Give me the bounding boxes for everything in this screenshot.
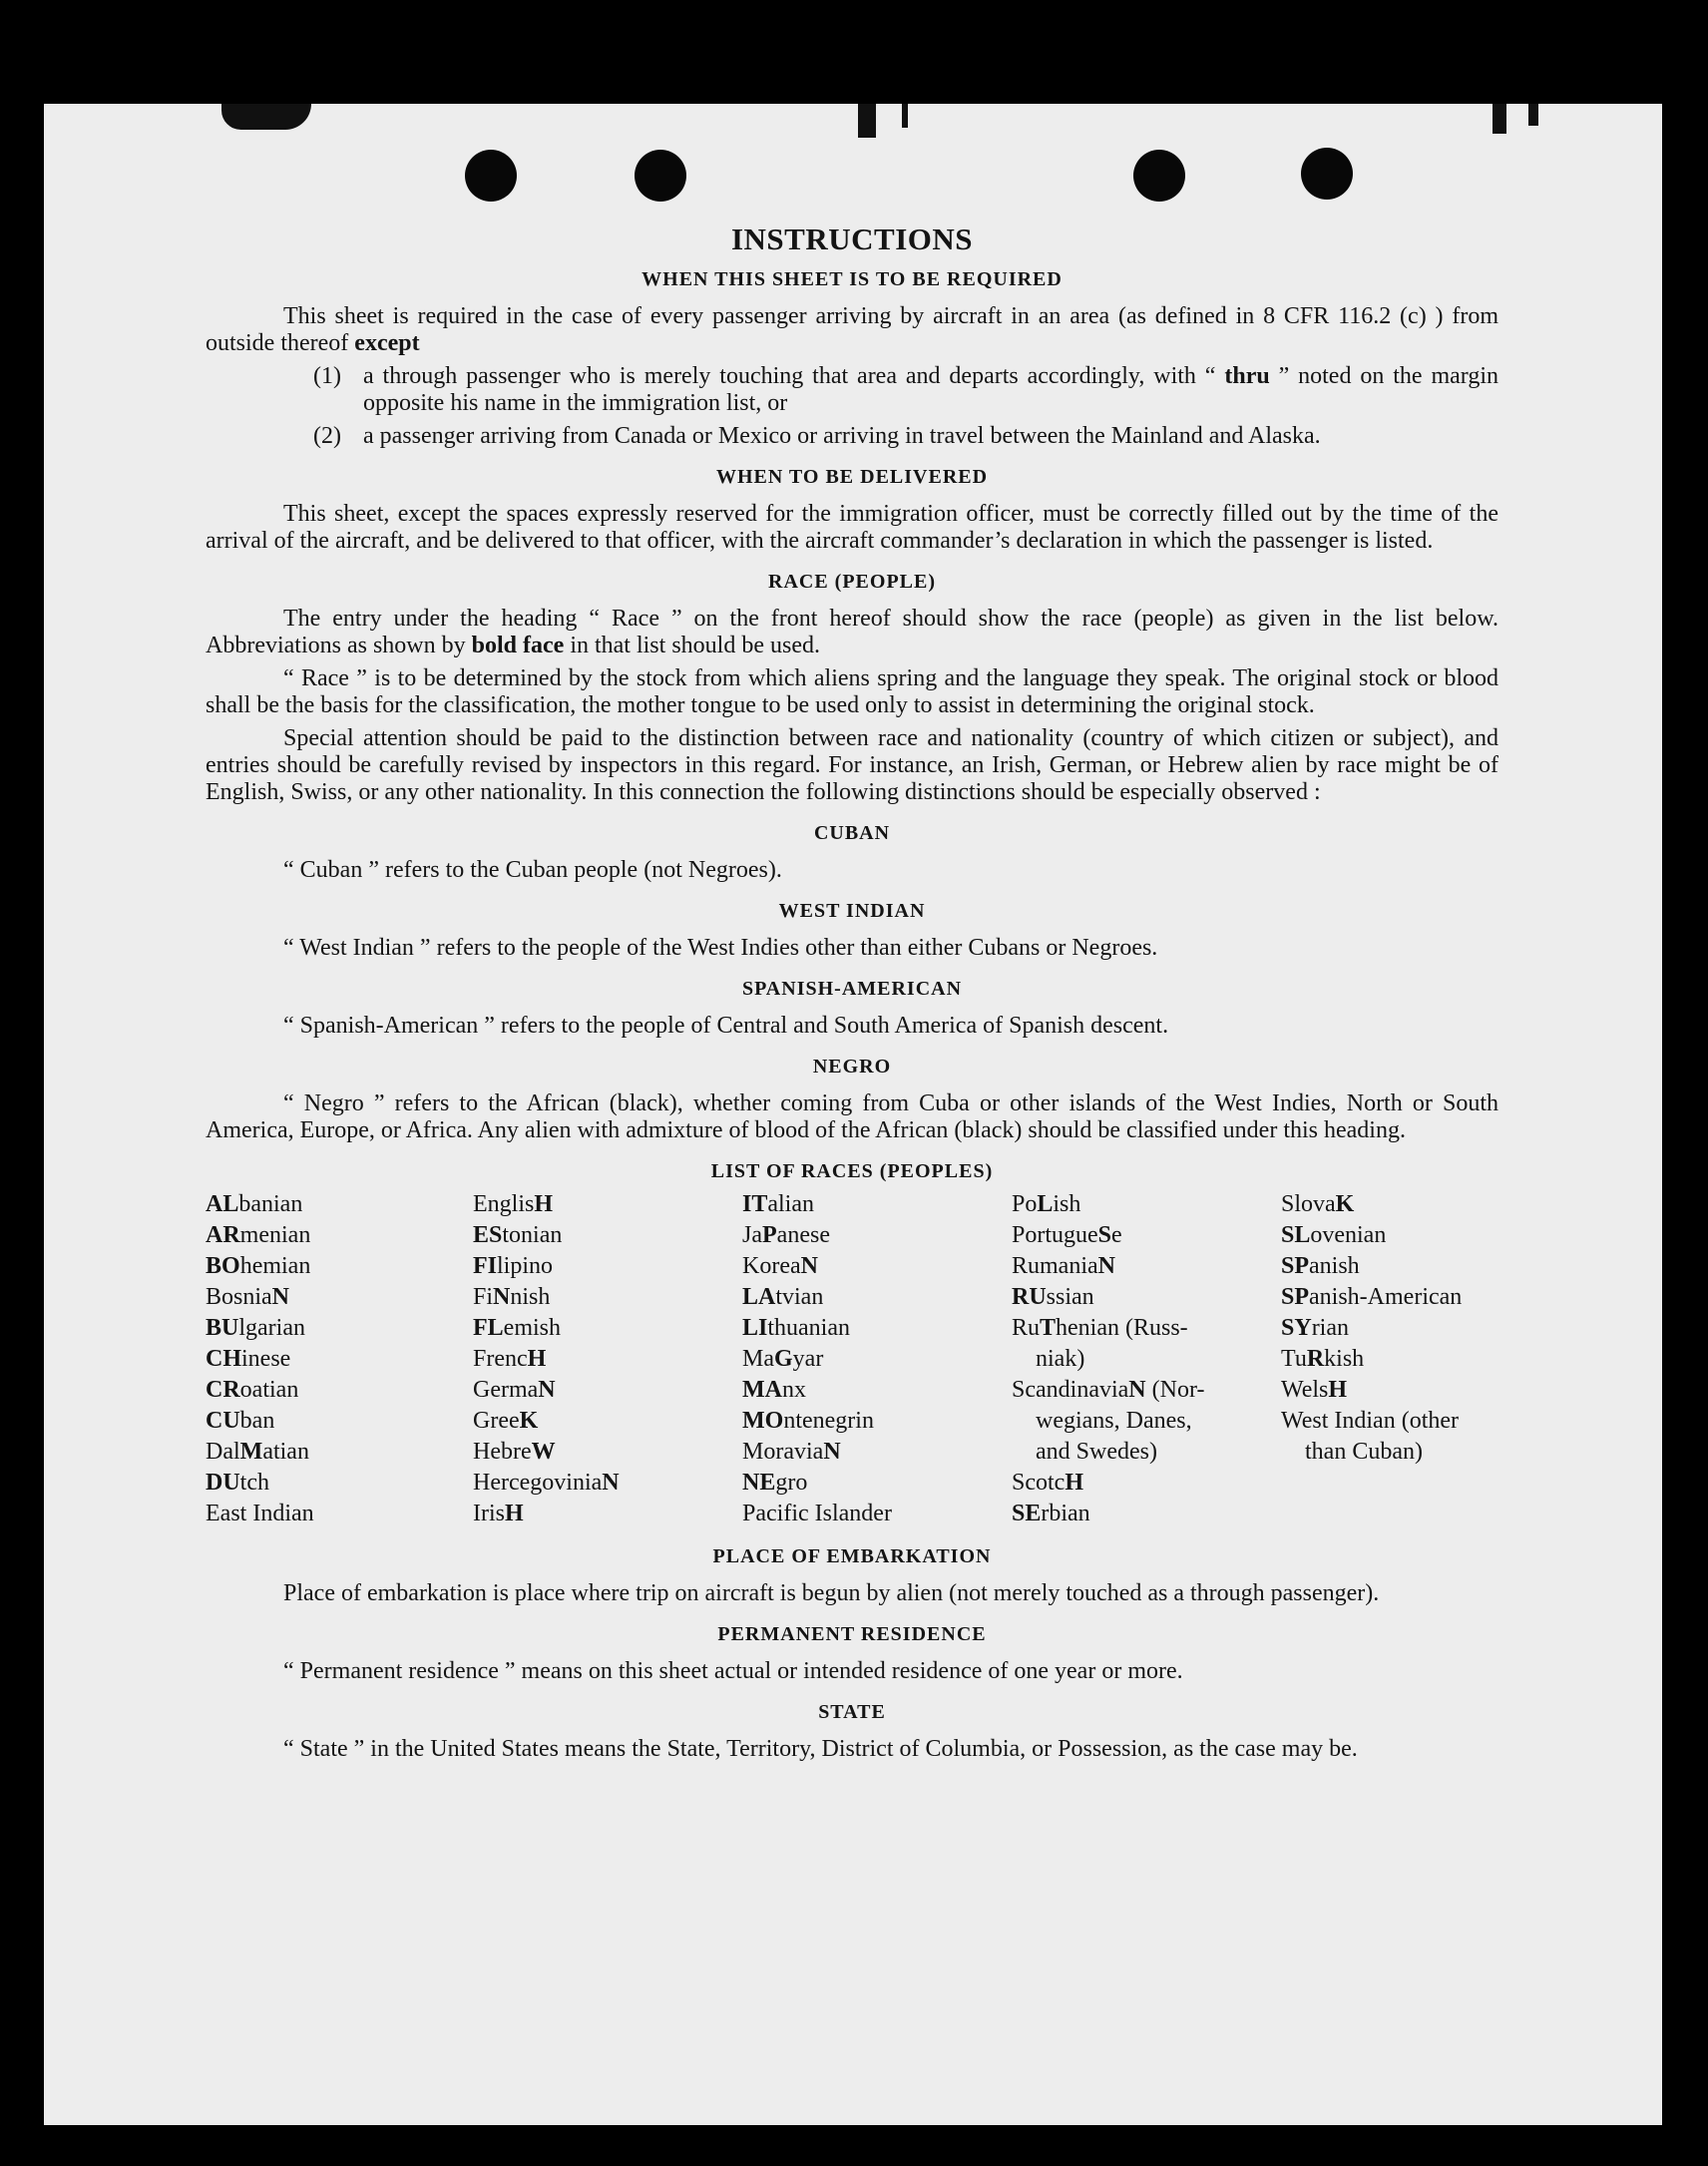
race-entry: DUtch — [206, 1470, 269, 1496]
delivered-text: This sheet, except the spaces expressly reserved for the immigration officer, must be correctly filled out by the time of the arrival of the aircraft, and be delivered to that officer, with the aircraft commander’s declaration in which the passenger is listed. — [206, 501, 1498, 554]
heading-residence: PERMANENT RESIDENCE — [717, 1623, 987, 1645]
race-entry: BosniaN — [206, 1284, 290, 1310]
edge-mark — [1528, 104, 1538, 126]
race-entry: FiNnish — [473, 1284, 551, 1310]
race-entry: SErbian — [1012, 1501, 1090, 1526]
race-entry: GermaN — [473, 1377, 556, 1403]
race-entry: CRoatian — [206, 1377, 299, 1403]
race-entry: JaPanese — [742, 1222, 830, 1248]
race-entry: RUssian — [1012, 1284, 1094, 1310]
race-paragraph: “ Race ” is to be determined by the stock from which aliens spring and the language they speak. The original stock or blood shall be the basis for the classification, the mother tongue to be used only to assist in determining the original stock. — [206, 665, 1498, 718]
race-column — [473, 1189, 742, 1529]
race-entry: DalMatian — [206, 1439, 309, 1465]
race-entry: KoreaN — [742, 1253, 818, 1279]
race-entry: FLemish — [473, 1315, 561, 1341]
race-entry: HercegoviniaN — [473, 1470, 620, 1496]
race-entry: LAtvian — [742, 1284, 824, 1310]
race-entry: EStonian — [473, 1222, 563, 1248]
race-entry: West Indian (other — [1281, 1408, 1460, 1434]
race-entry: ALbanian — [206, 1191, 303, 1217]
race-entry: BUlgarian — [206, 1315, 305, 1341]
race-entry: HebreW — [473, 1439, 556, 1465]
heading-state: STATE — [818, 1701, 886, 1723]
exception-item: (2) a passenger arriving from Canada or Mexico or arriving in travel between the Mainland and Alaska. — [313, 423, 1321, 449]
heading-cuban: CUBAN — [813, 822, 891, 844]
race-entry: PortugueSe — [1012, 1222, 1122, 1248]
exception-item: (1) a through passenger who is merely touching that area and departs accordingly, with “ thru ” noted on the margin opposite his name in the immigration list, or — [313, 363, 1499, 416]
race-paragraph: Special attention should be paid to the distinction between race and nationality (country of which citizen or subject), and entries should be carefully revised by inspectors in this regard. For instance, an Irish, German, or Hebrew alien by race might be of English, Swiss, or any other nationality. In this connection the following distinctions should be especially observed : — [206, 725, 1498, 805]
race-entry: SLovenian — [1281, 1222, 1387, 1248]
race-entry: ScandinaviaN (Nor- — [1012, 1377, 1205, 1403]
race-entry: FrencH — [473, 1346, 547, 1372]
race-entry: SPanish-American — [1281, 1284, 1463, 1310]
race-entry: RumaniaN — [1012, 1253, 1115, 1279]
race-entry: GreeK — [473, 1408, 539, 1434]
race-entry: RuThenian (Russ- — [1012, 1315, 1188, 1341]
race-entry: ARmenian — [206, 1222, 311, 1248]
race-entry: SlovaK — [1281, 1191, 1355, 1217]
race-entry: ITalian — [742, 1191, 814, 1217]
race-entry: IrisH — [473, 1501, 524, 1526]
punch-hole — [1301, 148, 1353, 200]
race-entry: niak) — [1036, 1346, 1085, 1372]
item-number: (1) — [313, 363, 341, 389]
race-entry: East Indian — [206, 1501, 314, 1526]
race-column — [1281, 1189, 1500, 1529]
race-entry: and Swedes) — [1036, 1439, 1157, 1465]
race-entry: BOhemian — [206, 1253, 311, 1279]
edge-mark — [1493, 104, 1506, 134]
required-intro: This sheet is required in the case of every passenger arriving by aircraft in an area (as defined in 8 CFR 116.2 (c) ) from outside thereof except — [206, 303, 1498, 356]
heading-race: RACE (PEOPLE) — [768, 571, 936, 593]
race-entry: FIlipino — [473, 1253, 554, 1279]
race-entry: LIthuanian — [742, 1315, 850, 1341]
race-entry: EnglisH — [473, 1191, 554, 1217]
heading-required: WHEN THIS SHEET IS TO BE REQUIRED — [641, 268, 1063, 290]
heading-negro: NEGRO — [812, 1056, 892, 1078]
race-entry: MOntenegrin — [742, 1408, 874, 1434]
edge-mark — [858, 104, 876, 138]
instructions-content — [206, 219, 1498, 1769]
race-entry: MaGyar — [742, 1346, 824, 1372]
heading-west-indian: WEST INDIAN — [778, 900, 926, 922]
race-column — [206, 1189, 473, 1529]
race-entry: SPanish — [1281, 1253, 1360, 1279]
spanish-american-text: “ Spanish-American ” refers to the people of Central and South America of Spanish descent. — [283, 1013, 1169, 1039]
race-entry: SYrian — [1281, 1315, 1349, 1341]
race-column — [1012, 1189, 1281, 1529]
negro-text: “ Negro ” refers to the African (black), whether coming from Cuba or other islands of the West Indies, North or South America, Europe, or Africa. Any alien with admixture of blood of the African (black) should be classified under this heading. — [206, 1090, 1498, 1143]
west-indian-text: “ West Indian ” refers to the people of the West Indies other than either Cubans or Negroes. — [283, 935, 1158, 961]
race-entry: WelsH — [1281, 1377, 1348, 1403]
heading-spanish-american: SPANISH-AMERICAN — [741, 978, 963, 1000]
race-column — [742, 1189, 1012, 1529]
punch-hole — [635, 150, 686, 202]
race-entry: PoLish — [1012, 1191, 1081, 1217]
race-list — [206, 1189, 1498, 1529]
residence-text: “ Permanent residence ” means on this sheet actual or intended residence of one year or more. — [283, 1658, 1183, 1684]
race-entry: NEgro — [742, 1470, 808, 1496]
race-paragraph: The entry under the heading “ Race ” on the front hereof should show the race (people) as given in the list below. Abbreviations as shown by bold face in that list should be used. — [206, 606, 1498, 658]
edge-mark — [902, 104, 908, 128]
punch-hole — [1133, 150, 1185, 202]
punch-hole — [465, 150, 517, 202]
race-entry: Pacific Islander — [742, 1501, 892, 1526]
race-entry: than Cuban) — [1305, 1439, 1423, 1465]
cuban-text: “ Cuban ” refers to the Cuban people (not Negroes). — [283, 857, 782, 883]
heading-delivered: WHEN TO BE DELIVERED — [715, 466, 989, 488]
page-title: INSTRUCTIONS — [730, 221, 973, 256]
state-text: “ State ” in the United States means the State, Territory, District of Columbia, or Possession, as the case may be. — [283, 1736, 1358, 1762]
race-entry: ScotcH — [1012, 1470, 1083, 1496]
heading-race-list: LIST OF RACES (PEOPLES) — [710, 1160, 994, 1182]
race-entry: MAnx — [742, 1377, 806, 1403]
item-number: (2) — [313, 423, 341, 449]
race-entry: wegians, Danes, — [1036, 1408, 1192, 1434]
race-entry: TuRkish — [1281, 1346, 1365, 1372]
race-entry: MoraviaN — [742, 1439, 841, 1465]
embarkation-text: Place of embarkation is place where trip on aircraft is begun by alien (not merely touched as a through passenger). — [283, 1580, 1380, 1606]
race-entry: CHinese — [206, 1346, 291, 1372]
race-entry: CUban — [206, 1408, 275, 1434]
edge-mark — [221, 104, 311, 130]
heading-embarkation: PLACE OF EMBARKATION — [712, 1545, 992, 1567]
